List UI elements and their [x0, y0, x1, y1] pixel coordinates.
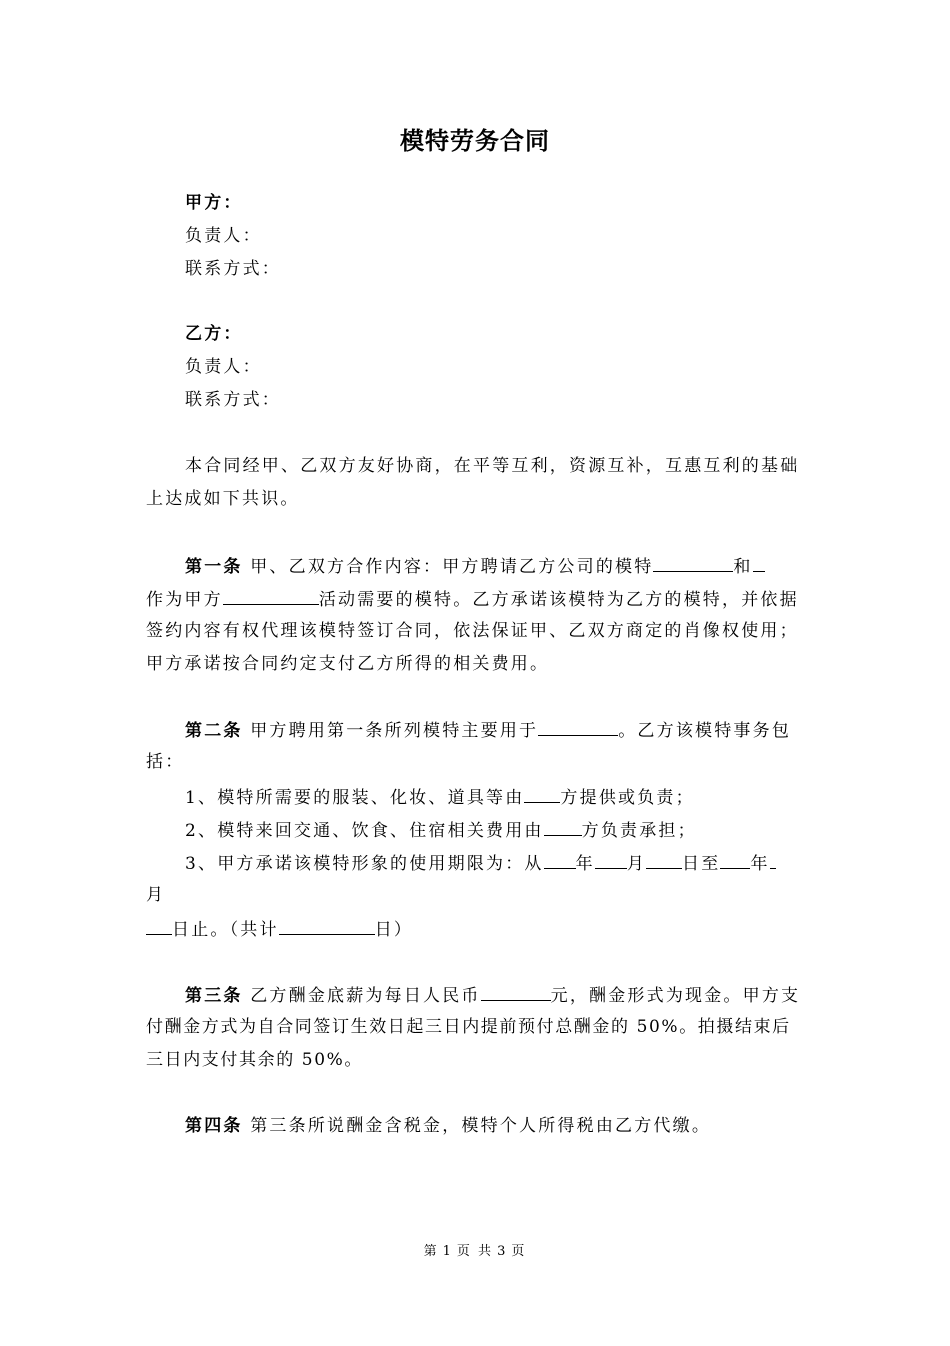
article-4-heading: 第四条 [185, 1116, 243, 1136]
document-title: 模特劳务合同 [400, 126, 550, 155]
article-1-text: 甲、乙双方合作内容：甲方聘请乙方公司的模特 [250, 557, 654, 577]
footer-prefix: 第 [423, 1244, 439, 1259]
cost-bearer-blank [544, 818, 582, 836]
article-2-heading: 第二条 [185, 721, 243, 741]
item-text: 3、甲方承诺该模特形象的使用期限为：从 [185, 854, 544, 874]
provider-blank [524, 785, 560, 803]
year-label: 年 [750, 854, 770, 874]
start-year-blank [544, 851, 576, 869]
model-name-blank-1 [653, 554, 733, 572]
intro-line-2: 上达成如下共识。 [146, 489, 300, 509]
article-2-item-2 [185, 818, 697, 842]
party-b-responsible: 负责人： [185, 357, 262, 377]
start-day-blank [646, 851, 682, 869]
month-label: 月 [626, 854, 647, 874]
article-2-text: 甲方聘用第一条所列模特主要用于 [250, 721, 539, 741]
daily-fee-blank [481, 983, 551, 1001]
item-text: 方负责承担； [581, 821, 697, 841]
party-b-contact: 联系方式： [185, 390, 281, 410]
year-label: 年 [575, 854, 595, 874]
end-day-blank [146, 917, 172, 935]
current-page: 1 [442, 1244, 453, 1259]
item-text: 1、模特所需要的服装、化妆、道具等由 [185, 788, 525, 808]
article-2-item-1 [185, 785, 695, 809]
end-month-blank [770, 851, 776, 869]
party-a-responsible: 负责人： [185, 226, 262, 246]
article-3-line-3: 三日内支付其余的 50%。 [146, 1050, 363, 1070]
article-3-text: 乙方酬金底薪为每日人民币 [250, 986, 481, 1006]
article-1-line-3: 签约内容有权代理该模特签订合同，依法保证甲、乙双方商定的肖像权使用； [146, 621, 799, 641]
model-name-blank-2 [753, 554, 765, 572]
article-3-text: 元，酬金形式为现金。甲方支 [550, 986, 801, 1006]
article-3-line-2: 付酬金方式为自合同签订生效日起三日内提前预付总酬金的 50%。拍摄结束后 [146, 1017, 791, 1037]
item-text: 方提供或负责； [560, 788, 695, 808]
article-1-text: 活动需要的模特。乙方承诺该模特为乙方的模特，并依据 [318, 590, 799, 610]
party-b-label: 乙方： [185, 324, 243, 344]
usage-blank [538, 718, 618, 736]
article-2-month-wrap: 月 [146, 885, 166, 905]
article-2-text: 。乙方该模特事务包 [618, 721, 792, 741]
article-2-line-2: 括： [146, 752, 185, 772]
article-3-line-1 [185, 983, 800, 1007]
footer-suffix: 页 [511, 1244, 527, 1259]
item-text: 2、模特来回交通、饮食、住宿相关费用由 [185, 821, 544, 841]
page-footer [0, 1240, 950, 1259]
day-to-label: 日至 [682, 854, 721, 874]
total-days-blank [279, 917, 375, 935]
article-2-end-line [146, 917, 413, 941]
intro-line-1: 本合同经甲、乙双方友好协商，在平等互利，资源互补，互惠互利的基础 [185, 456, 800, 476]
start-month-blank [595, 851, 627, 869]
article-1-text: 作为甲方 [146, 590, 223, 610]
article-4-text: 第三条所说酬金含税金，模特个人所得税由乙方代缴。 [250, 1116, 712, 1136]
footer-middle: 页 共 [456, 1244, 494, 1259]
article-1-heading: 第一条 [185, 557, 243, 577]
total-pages: 3 [497, 1244, 508, 1259]
event-name-blank [223, 587, 319, 605]
article-4-line-1 [185, 1115, 711, 1137]
party-a-contact: 联系方式： [185, 259, 281, 279]
party-a-label: 甲方： [185, 193, 243, 213]
article-3-heading: 第三条 [185, 986, 243, 1006]
article-1-line-1 [185, 554, 765, 578]
article-1-line-4: 甲方承诺按合同约定支付乙方所得的相关费用。 [146, 654, 550, 674]
item-text: 日） [374, 920, 414, 940]
article-2-item-3 [185, 851, 776, 875]
end-year-blank [720, 851, 750, 869]
article-1-and: 和 [733, 557, 753, 577]
item-text: 日止。（共计 [172, 920, 279, 940]
article-2-line-1 [185, 718, 791, 742]
article-1-line-2 [146, 587, 799, 611]
